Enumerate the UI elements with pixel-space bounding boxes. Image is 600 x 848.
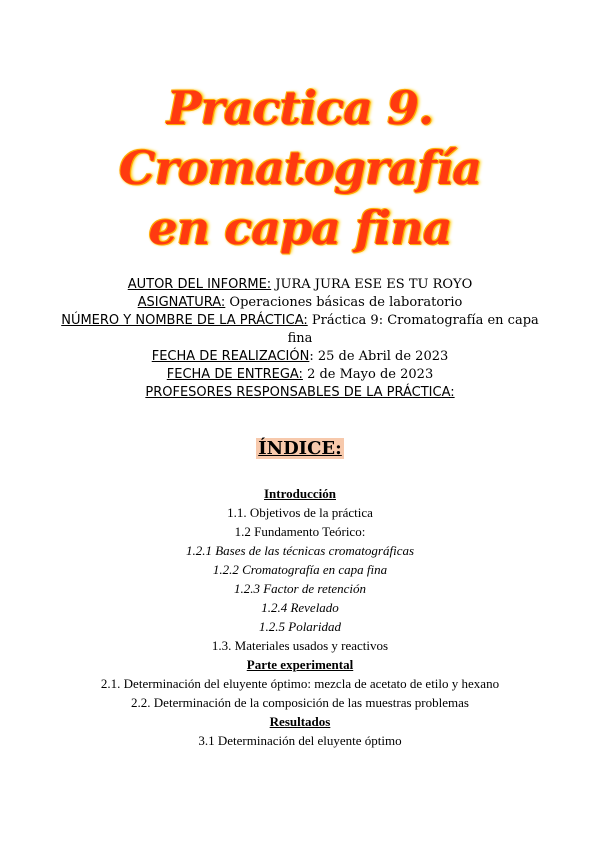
index-heading-text: ÍNDICE:: [258, 438, 342, 459]
info-fecha-entrega: [60, 366, 540, 384]
toc-item: 1.2.5 Polaridad: [259, 619, 341, 634]
autor-value: JURA JURA ESE ES TU ROYO: [271, 277, 473, 292]
toc-item: 2.2. Determinación de la composición de las muestras problemas: [131, 695, 469, 710]
numero-value: Práctica 9: Cromatografía en capa fina: [287, 313, 539, 346]
fecha-realizacion-value: : 25 de Abril de 2023: [309, 349, 449, 364]
toc-section-intro: Introducción: [264, 486, 336, 501]
toc-section-parte-experimental: Parte experimental: [246, 657, 354, 672]
toc-item: 1.1. Objetivos de la práctica: [227, 505, 373, 520]
toc-item: 3.1 Determinación del eluyente óptimo: [198, 733, 402, 748]
info-fecha-realizacion: [60, 348, 540, 366]
profesores-label: PROFESORES RESPONSABLES DE LA PRÁCTICA:: [145, 385, 455, 400]
toc-item: 1.2.3 Factor de retención: [233, 581, 366, 596]
fecha-realizacion-label: FECHA DE REALIZACIÓN: [151, 349, 310, 364]
info-asignatura: [60, 294, 540, 312]
toc-item: 1.2 Fundamento Teórico:: [234, 524, 366, 539]
numero-label: NÚMERO Y NOMBRE DE LA PRÁCTICA:: [61, 313, 308, 328]
title-line-2: en capa fina: [148, 201, 452, 255]
toc-item: 1.2.1 Bases de las técnicas cromatográficas: [185, 543, 415, 558]
toc-item: 1.3. Materiales usados y reactivos: [211, 638, 389, 653]
info-profesores: [60, 384, 540, 402]
toc-item: 1.2.4 Revelado: [261, 600, 339, 615]
asignatura-label: ASIGNATURA:: [137, 295, 226, 310]
toc-item: 1.2.2 Cromatografía en capa fina: [212, 562, 388, 577]
index-heading: [0, 438, 600, 459]
info-numero: [60, 312, 540, 348]
fecha-entrega-label: FECHA DE ENTREGA:: [166, 367, 303, 382]
report-info: [60, 276, 540, 402]
title-line-1: Practica 9. Cromatografía: [118, 81, 482, 195]
toc-section-resultados: Resultados: [269, 714, 331, 729]
info-autor: [60, 276, 540, 294]
asignatura-value: Operaciones básicas de laboratorio: [225, 295, 463, 310]
toc-item: 2.1. Determinación del eluyente óptimo: mezcla de acetato de etilo y hexano: [100, 676, 500, 691]
autor-label: AUTOR DEL INFORME:: [127, 277, 272, 292]
fecha-entrega-value: 2 de Mayo de 2023: [302, 367, 434, 382]
document-title: [0, 78, 600, 258]
table-of-contents: [90, 484, 510, 750]
